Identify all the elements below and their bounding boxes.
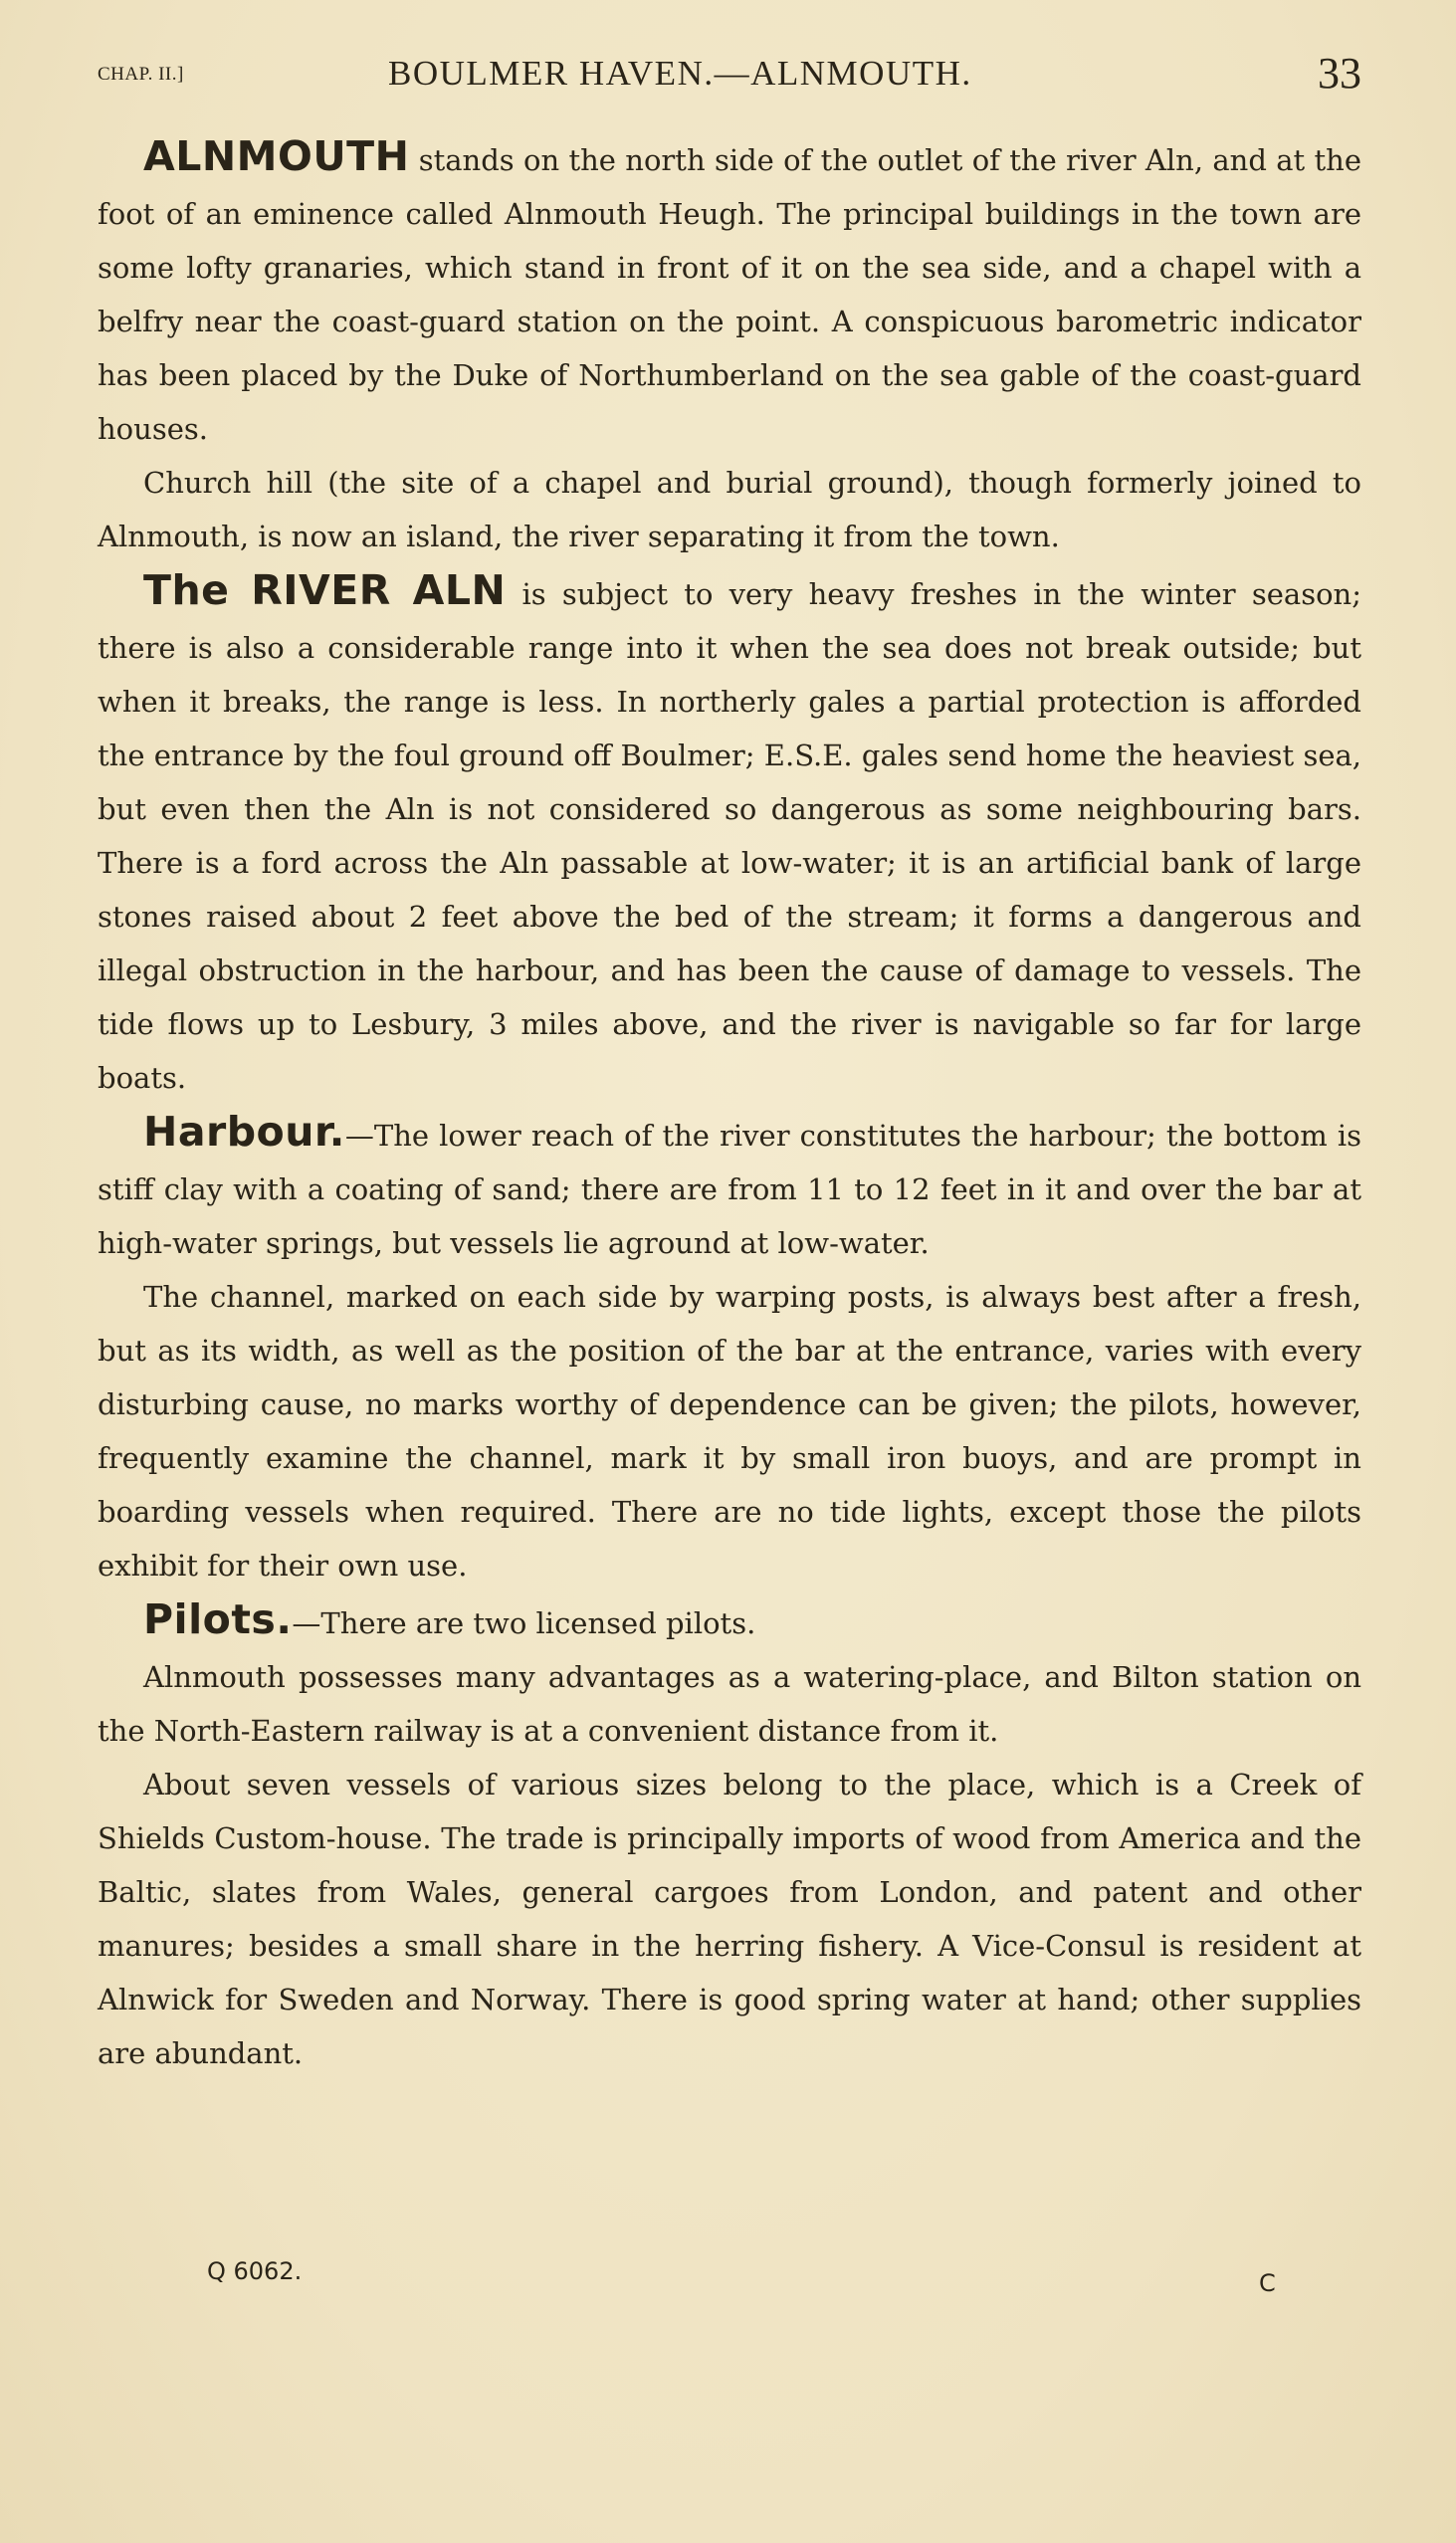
paragraph-river-aln-text: is subject to very heavy freshes in the winter season; there is also a considerable range into it when the sea does not break outside; but when it breaks, the range is less. In northerly gales a partial protection is afforded the entrance by the foul ground off Boulmer; E.S.E. gales send home the heaviest sea, but even then the Aln is not considered so dangerous as some neighbouring bars. There is a ford across the Aln passable at low-water; it is an artificial bank of large stones raised about 2 feet above the bed of the stream; it forms a dangerous and illegal obstruction in the harbour, and has been the cause of damage to vessels. The tide flows up to Lesbury, 3 miles above, and the river is navigable so far for large boats. bbox=[98, 577, 1361, 1095]
paragraph-pilots bbox=[98, 1592, 1361, 1650]
printer-signature: Q 6062. bbox=[207, 2257, 303, 2285]
heading-pilots: Pilots. bbox=[143, 1595, 293, 1643]
heading-alnmouth: ALNMOUTH bbox=[143, 132, 410, 180]
paragraph-alnmouth bbox=[98, 129, 1361, 456]
chapter-label: CHAP. II.] bbox=[98, 64, 184, 85]
paragraph-channel: The channel, marked on each side by warping posts, is always best after a fresh, but as its width, as well as the position of the bar at the entrance, varies with every disturbing cause, no marks worthy of dependence can be given; the pilots, however, frequently examine the channel, mark it by small iron buoys, and are prompt in boarding vessels when required. There are no tide lights, except those the pilots exhibit for their own use. bbox=[98, 1280, 1361, 1583]
paragraph-trade: About seven vessels of various sizes belong to the place, which is a Creek of Shields Custom-house. The trade is principally imports of wood from America and the Baltic, slates from Wales, general cargoes from London, and patent and other manures; besides a small share in the herring fishery. A Vice-Consul is resident at Alnwick for Sweden and Norway. There is good spring water at hand; other supplies are abundant. bbox=[98, 1768, 1361, 2070]
page-title: BOULMER HAVEN.—ALNMOUTH. bbox=[388, 54, 972, 93]
paragraph-river-aln bbox=[98, 563, 1361, 1105]
page-number: 33 bbox=[1318, 49, 1361, 98]
running-header bbox=[98, 48, 1361, 107]
paragraph-pilots-text: —There are two licensed pilots. bbox=[292, 1606, 756, 1640]
paragraph-harbour-text: —The lower reach of the river constitutes the harbour; the bottom is stiff clay with a coating of sand; there are from 11 to 12 feet in it and over the bar at high-water springs, but vessels lie aground at low-water. bbox=[98, 1119, 1361, 1260]
paragraph-harbour bbox=[98, 1105, 1361, 1270]
heading-harbour: Harbour. bbox=[143, 1108, 345, 1156]
page-body bbox=[98, 129, 1361, 2080]
paragraph-alnmouth-text: stands on the north side of the outlet of the river Aln, and at the foot of an eminence called Alnmouth Heugh. The principal buildings in the town are some lofty granaries, which stand in front of it on the sea side, and a chapel with a belfry near the coast-guard station on the point. A conspicuous barometric indicator has been placed by the Duke of Northumberland on the sea gable of the coast-guard houses. bbox=[98, 143, 1361, 446]
heading-river-aln: The RIVER ALN bbox=[143, 566, 507, 614]
paragraph-church-hill: Church hill (the site of a chapel and burial ground), though formerly joined to Alnmouth, is now an island, the river separating it from the town. bbox=[98, 466, 1361, 553]
paragraph-advantages: Alnmouth possesses many advantages as a watering-place, and Bilton station on the North-Eastern railway is at a convenient distance from it. bbox=[98, 1660, 1361, 1748]
page-footer bbox=[98, 2257, 1361, 2317]
sheet-letter: C bbox=[1259, 2269, 1276, 2297]
